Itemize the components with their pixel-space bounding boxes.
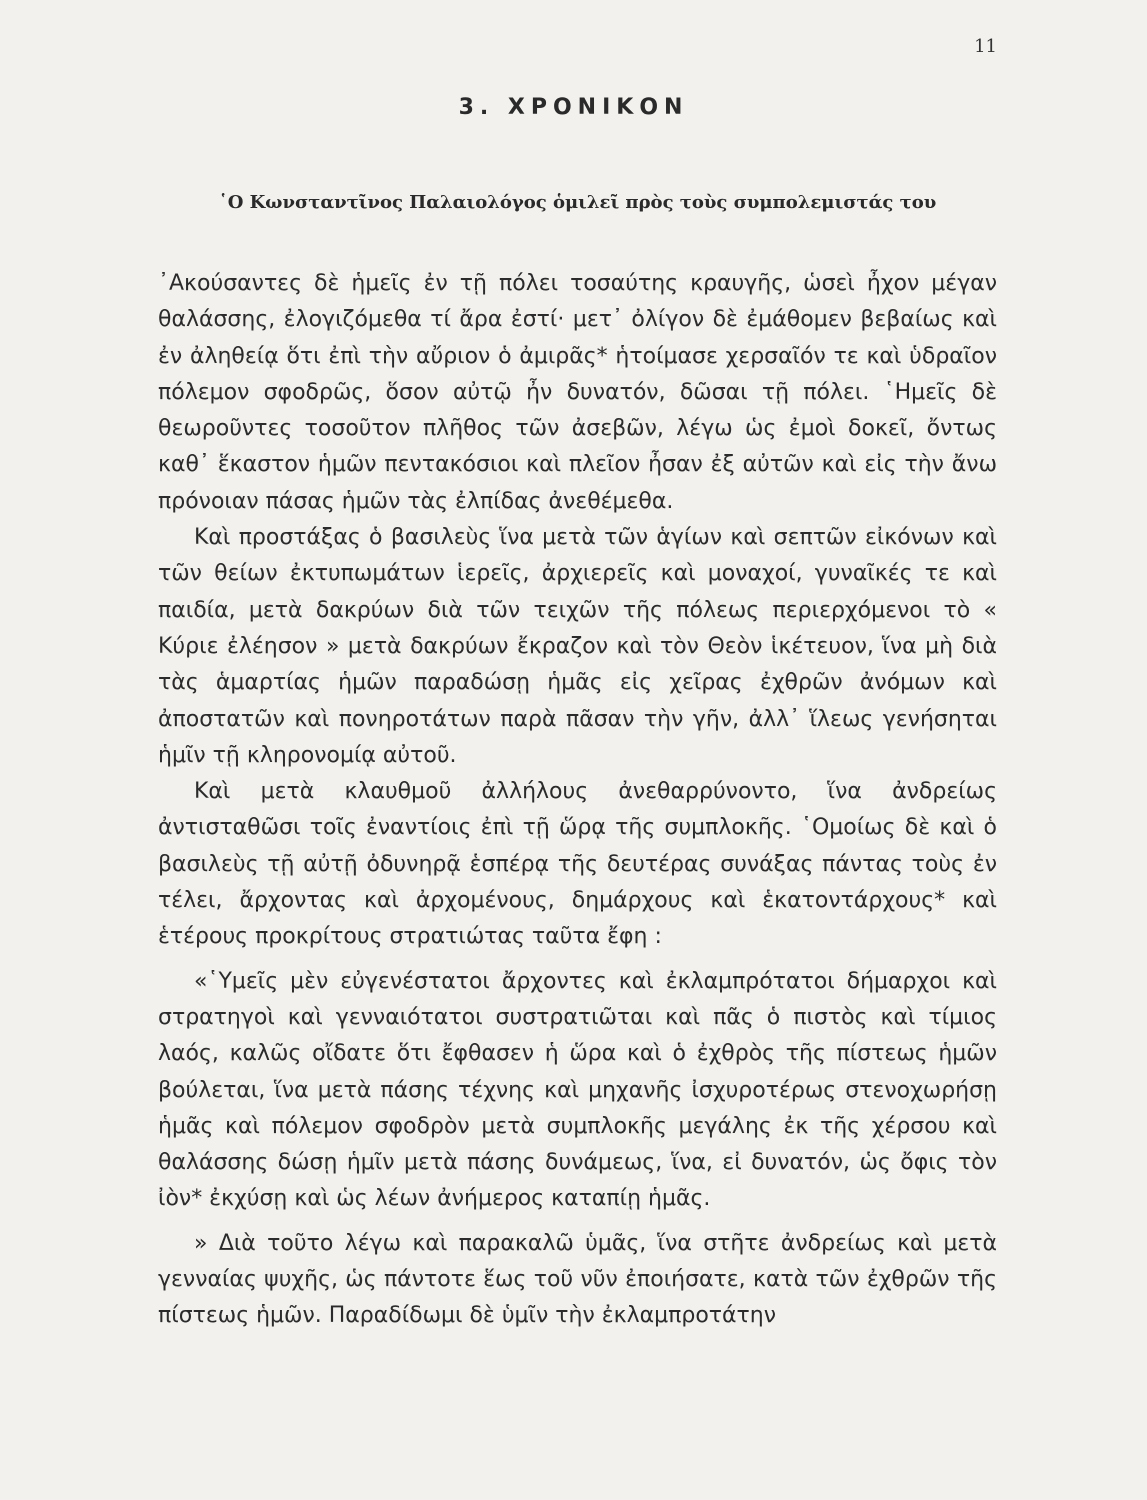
section-subtitle: ῾Ο Κωνσταντῖνος Παλαιολόγος ὁμιλεῖ πρὸς τοὺς συμπολεμιστάς του [218,192,937,213]
paragraph: » Διὰ τοῦτο λέγω καὶ παρακαλῶ ὑμᾶς, ἵνα στῆτε ἀνδρείως καὶ μετὰ γενναίας ψυχῆς, ὡς πάντοτε ἕως τοῦ νῦν ἐποιήσατε, κατὰ τῶν ἐχθρῶν τῆς πίστεως ἡμῶν. Παραδίδωμι δὲ ὑμῖν τὴν ἐκλαμπροτάτην [158,1230,997,1329]
paragraph: «῾Υμεῖς μὲν εὐγενέστατοι ἄρχοντες καὶ ἐκλαμπρότατοι δήμαρχοι καὶ στρατηγοὶ καὶ γενναιότατοι συστρατιῶται καὶ πᾶς ὁ πιστὸς καὶ τίμιος λαός, καλῶς οἴδατε ὅτι ἔφθασεν ἡ ὥρα καὶ ὁ ἐχθρὸς τῆς πίστεως ἡμῶν βούλεται, ἵνα μετὰ πάσης τέχνης καὶ μηχανῆς ἰσχυροτέρως στενοχωρήσῃ ἡμᾶς καὶ πόλεμον σφοδρὸν μετὰ συμπλοκῆς μεγάλης ἐκ τῆς χέρσου καὶ θαλάσσης δώσῃ ἡμῖν μετὰ πάσης δυνάμεως, ἵνα, εἰ δυνατόν, ὡς ὄφις τὸν ἰὸν* ἐκχύσῃ καὶ ὡς λέων ἀνήμερος καταπίῃ ἡμᾶς. [158,968,997,1212]
paragraph: Καὶ προστάξας ὁ βασιλεὺς ἵνα μετὰ τῶν ἁγίων καὶ σεπτῶν εἰκόνων καὶ τῶν θείων ἐκτυπωμάτων ἱερεῖς, ἀρχιερεῖς καὶ μοναχοί, γυναῖκές τε καὶ παιδία, μετὰ δακρύων διὰ τῶν τειχῶν τῆς πόλεως περιερχόμενοι τὸ « Κύριε ἐλέησον » μετὰ δακρύων ἔκραζον καὶ τὸν Θεὸν ἱκέτευον, ἵνα μὴ διὰ τὰς ἁμαρτίας ἡμῶν παραδώσῃ ἡμᾶς εἰς χεῖρας ἐχθρῶν ἀνόμων καὶ ἀποστατῶν καὶ πονηροτάτων παρὰ πᾶσαν τὴν γῆν, ἀλλ᾿ ἵλεως γενήσηται ἡμῖν τῇ κληρονομίᾳ αὐτοῦ. [158,525,997,768]
paragraph: Καὶ μετὰ κλαυθμοῦ ἀλλήλους ἀνεθαρρύνοντο, ἵνα ἀνδρείως ἀντισταθῶσι τοῖς ἐναντίοις ἐπὶ τῇ ὥρᾳ τῆς συμπλοκῆς. ῾Ομοίως δὲ καὶ ὁ βασιλεὺς τῇ αὐτῇ ὀδυνηρᾷ ἑσπέρᾳ τῆς δευτέρας συνάξας πάντας τοὺς ἐν τέλει, ἄρχοντας καὶ ἀρχομένους, δημάρχους καὶ ἑκατοντάρχους* καὶ ἑτέρους προκρίτους στρατιώτας ταῦτα ἔφη : [158,779,997,950]
page-number: 11 [974,36,997,57]
body-text [158,266,997,1335]
paragraph: ᾿Ακούσαντες δὲ ἡμεῖς ἐν τῇ πόλει τοσαύτης κραυγῆς, ὡσεὶ ἦχον μέγαν θαλάσσης, ἐλογιζόμεθα τί ἄρα ἐστί· μετ᾿ ὀλίγον δὲ ἐμάθομεν βεβαίως καὶ ἐν ἀληθείᾳ ὅτι ἐπὶ τὴν αὔριον ὁ ἀμιρᾶς* ἡτοίμασε χερσαῖόν τε καὶ ὑδραῖον πόλεμον σφοδρῶς, ὅσον αὐτῷ ἦν δυνατόν, δῶσαι τῇ πόλει. ῾Ημεῖς δὲ θεωροῦντες τοσοῦτον πλῆθος τῶν ἀσεβῶν, λέγω ὡς ἐμοὶ δοκεῖ, ὄντως καθ᾿ ἕκαστον ἡμῶν πεντακόσιοι καὶ πλεῖον ἦσαν ἐξ αὐτῶν καὶ εἰς τὴν ἄνω πρόνοιαν πάσας ἡμῶν τὰς ἐλπίδας ἀνεθέμεθα. [158,271,997,514]
chapter-title: 3. ΧΡΟΝΙΚΟΝ [458,95,689,120]
